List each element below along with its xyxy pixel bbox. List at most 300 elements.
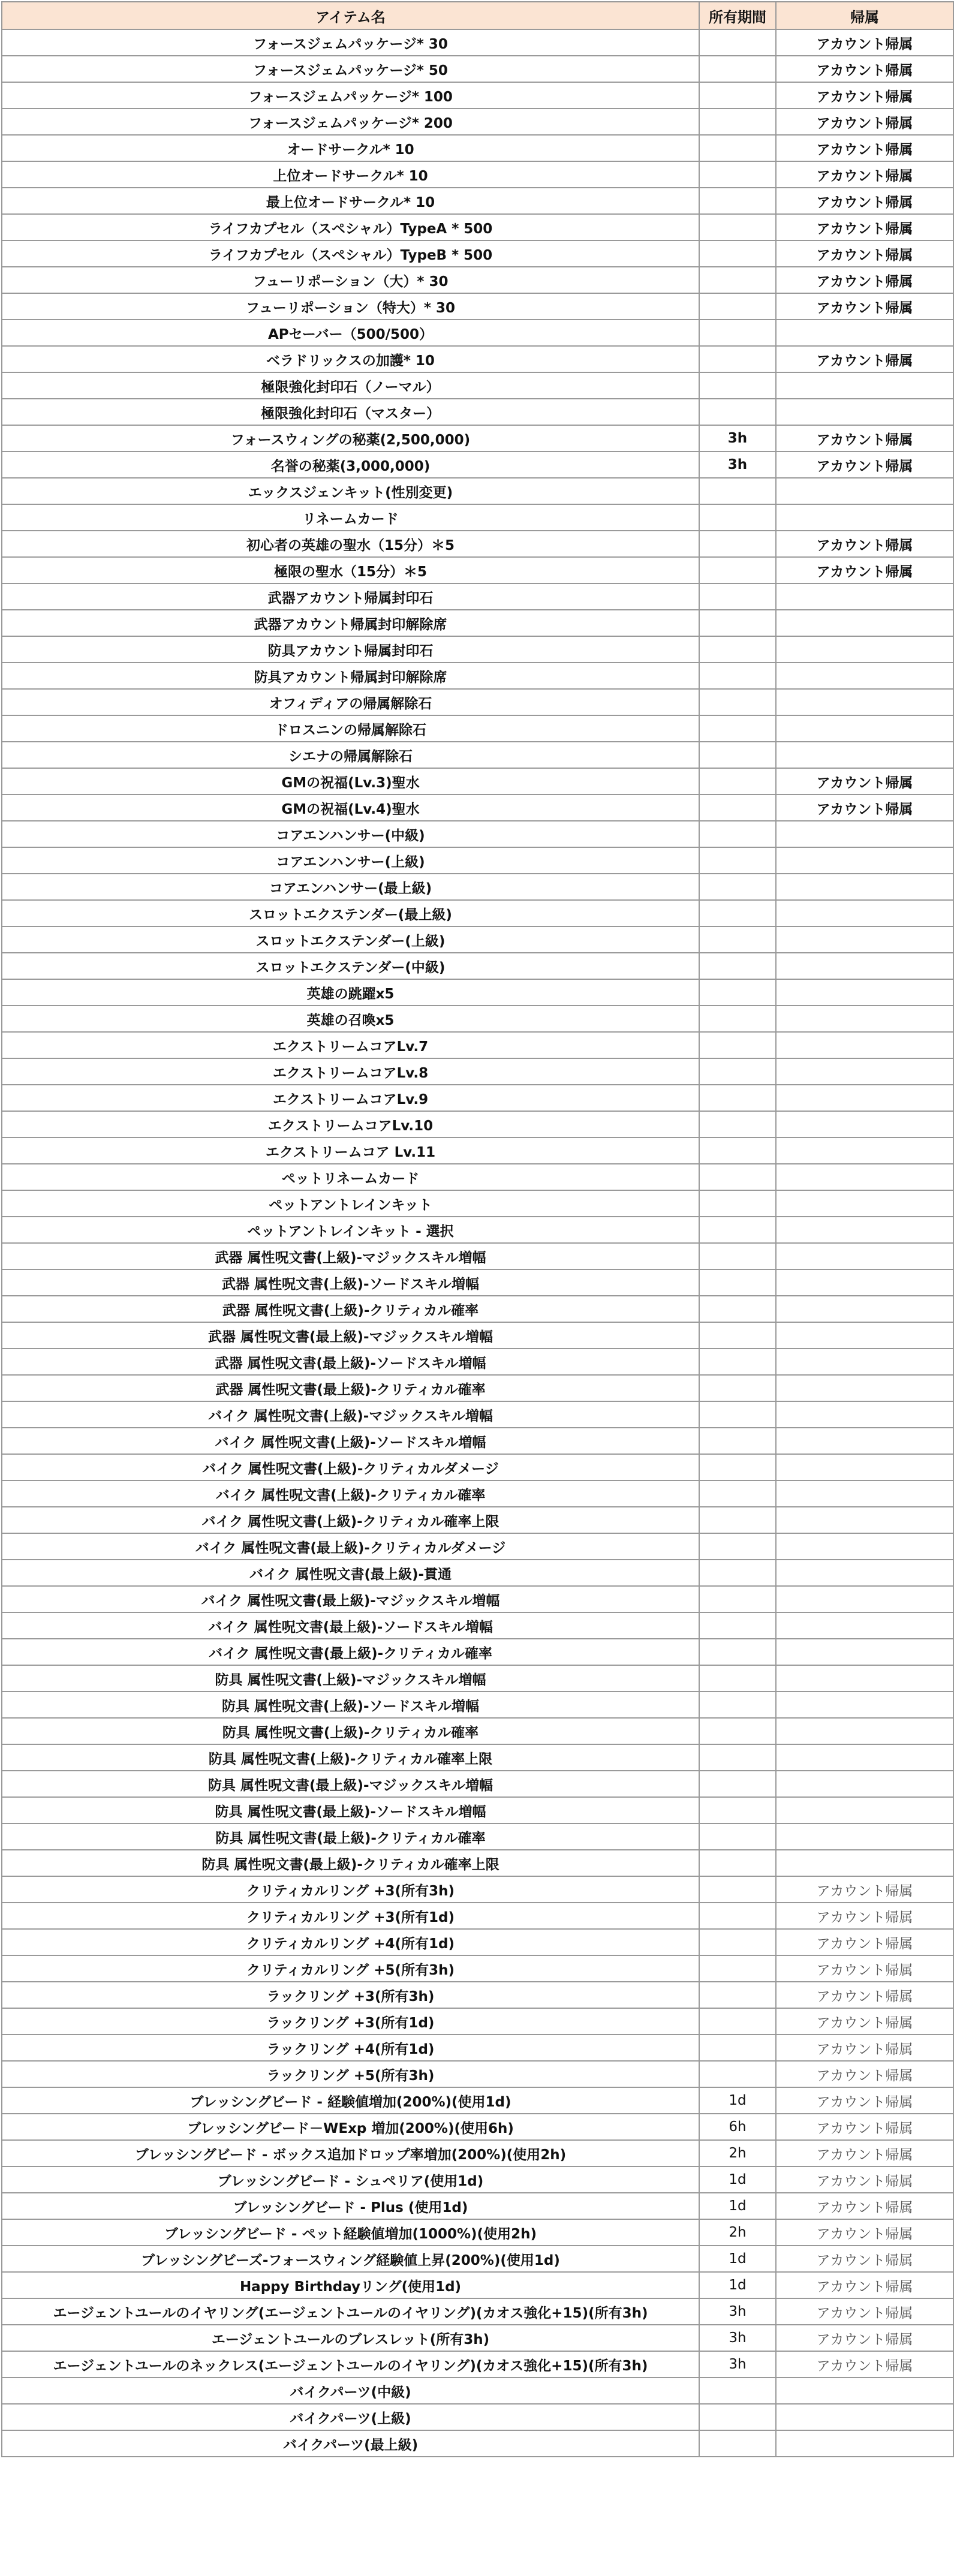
table-row	[2, 2378, 953, 2404]
period-cell	[699, 56, 776, 82]
binding-cell	[776, 1375, 953, 1401]
item-name-cell: オードサークル* 10	[2, 135, 699, 161]
item-name-cell: クリティカルリング +3(所有3h)	[2, 1876, 699, 1903]
period-cell	[699, 2008, 776, 2035]
period-cell	[699, 821, 776, 847]
table-row	[2, 2087, 953, 2114]
period-cell	[699, 900, 776, 926]
binding-cell: アカウント帰属	[776, 2140, 953, 2166]
item-name-cell: 武器 属性呪文書(最上級)-ソードスキル増幅	[2, 1349, 699, 1375]
table-row	[2, 1876, 953, 1903]
table-row	[2, 399, 953, 425]
period-cell	[699, 768, 776, 795]
item-name-cell: バイク 属性呪文書(最上級)-ソードスキル増幅	[2, 1612, 699, 1639]
period-cell	[699, 320, 776, 346]
binding-cell	[776, 1111, 953, 1137]
table-row	[2, 795, 953, 821]
item-table	[1, 1, 954, 2457]
period-cell	[699, 2404, 776, 2430]
item-name-cell: 極限強化封印石（マスター）	[2, 399, 699, 425]
table-row	[2, 1058, 953, 1085]
binding-cell	[776, 900, 953, 926]
item-name-cell: ブレッシングビード - Plus (使用1d)	[2, 2193, 699, 2219]
item-name-cell: バイクパーツ(上級)	[2, 2404, 699, 2430]
item-name-cell: バイク 属性呪文書(上級)-マジックスキル増幅	[2, 1401, 699, 1428]
table-row	[2, 689, 953, 715]
period-cell	[699, 1164, 776, 1190]
period-cell: 6h	[699, 2114, 776, 2140]
table-row	[2, 2246, 953, 2272]
table-row	[2, 2114, 953, 2140]
period-cell	[699, 1533, 776, 1560]
period-cell	[699, 109, 776, 135]
item-name-cell: 防具 属性呪文書(最上級)-ソードスキル増幅	[2, 1797, 699, 1823]
table-row	[2, 1955, 953, 1982]
item-name-cell: クリティカルリング +5(所有3h)	[2, 1955, 699, 1982]
binding-cell: アカウント帰属	[776, 1982, 953, 2008]
item-name-cell: GMの祝福(Lv.4)聖水	[2, 795, 699, 821]
binding-cell	[776, 2404, 953, 2430]
table-row	[2, 2035, 953, 2061]
item-name-cell: エージェントユールのネックレス(エージェントユールのイヤリング)(カオス強化+15)(所有3h)	[2, 2351, 699, 2378]
period-cell: 1d	[699, 2246, 776, 2272]
binding-cell	[776, 1428, 953, 1454]
binding-cell	[776, 847, 953, 874]
item-name-cell: 極限の聖水（15分）＊5	[2, 557, 699, 583]
item-name-cell: ペットアントレインキット - 選択	[2, 1217, 699, 1243]
item-name-cell: GMの祝福(Lv.3)聖水	[2, 768, 699, 795]
binding-cell	[776, 1164, 953, 1190]
table-row	[2, 82, 953, 109]
table-row	[2, 1533, 953, 1560]
period-cell	[699, 926, 776, 953]
period-cell: 2h	[699, 2140, 776, 2166]
item-name-cell: ペットアントレインキット	[2, 1190, 699, 1217]
period-cell	[699, 372, 776, 399]
table-row	[2, 1692, 953, 1718]
table-header-row	[2, 2, 953, 29]
item-name-cell: バイク 属性呪文書(最上級)-クリティカルダメージ	[2, 1533, 699, 1560]
period-cell	[699, 346, 776, 372]
table-row	[2, 452, 953, 478]
item-name-cell: ブレッシングビード - シュペリア(使用1d)	[2, 2166, 699, 2193]
item-name-cell: エージェントユールのブレスレット(所有3h)	[2, 2325, 699, 2351]
period-cell	[699, 214, 776, 240]
item-name-cell: 防具 属性呪文書(上級)-クリティカル確率	[2, 1718, 699, 1744]
table-row	[2, 1850, 953, 1876]
period-cell	[699, 874, 776, 900]
binding-cell: アカウント帰属	[776, 2193, 953, 2219]
table-row	[2, 161, 953, 188]
table-row	[2, 1665, 953, 1692]
item-name-cell: 武器 属性呪文書(最上級)-マジックスキル増幅	[2, 1322, 699, 1349]
period-cell	[699, 1639, 776, 1665]
period-cell	[699, 715, 776, 742]
item-name-cell: 防具 属性呪文書(上級)-マジックスキル増幅	[2, 1665, 699, 1692]
period-cell	[699, 1375, 776, 1401]
period-cell: 3h	[699, 2325, 776, 2351]
binding-cell	[776, 1850, 953, 1876]
table-row	[2, 1032, 953, 1058]
period-cell	[699, 293, 776, 320]
table-row	[2, 2193, 953, 2219]
period-cell	[699, 1058, 776, 1085]
item-name-cell: 防具 属性呪文書(上級)-クリティカル確率上限	[2, 1744, 699, 1771]
item-name-cell: 武器アカウント帰属封印解除席	[2, 610, 699, 636]
item-name-cell: バイク 属性呪文書(上級)-クリティカル確率	[2, 1480, 699, 1507]
table-row	[2, 953, 953, 979]
binding-cell: アカウント帰属	[776, 214, 953, 240]
item-name-cell: ライフカプセル（スペシャル）TypeA * 500	[2, 214, 699, 240]
period-cell	[699, 1137, 776, 1164]
binding-cell	[776, 1032, 953, 1058]
table-row	[2, 768, 953, 795]
item-name-cell: 武器 属性呪文書(上級)-マジックスキル増幅	[2, 1243, 699, 1269]
item-name-cell: ラックリング +3(所有1d)	[2, 2008, 699, 2035]
item-name-cell: フォースジェムパッケージ* 50	[2, 56, 699, 82]
binding-cell: アカウント帰属	[776, 240, 953, 267]
table-row	[2, 240, 953, 267]
item-name-cell: コアエンハンサー(最上級)	[2, 874, 699, 900]
binding-cell	[776, 2378, 953, 2404]
item-name-cell: エクストリームコアLv.9	[2, 1085, 699, 1111]
table-row	[2, 636, 953, 663]
binding-cell	[776, 320, 953, 346]
item-name-cell: スロットエクステンダー(上級)	[2, 926, 699, 953]
item-name-cell: 防具アカウント帰属封印石	[2, 636, 699, 663]
period-cell	[699, 135, 776, 161]
item-name-cell: 名誉の秘薬(3,000,000)	[2, 452, 699, 478]
binding-cell: アカウント帰属	[776, 2298, 953, 2325]
table-row	[2, 2404, 953, 2430]
period-cell	[699, 240, 776, 267]
binding-cell: アカウント帰属	[776, 1929, 953, 1955]
table-row	[2, 1823, 953, 1850]
binding-cell	[776, 1533, 953, 1560]
period-cell: 1d	[699, 2087, 776, 2114]
table-row	[2, 1296, 953, 1322]
item-name-cell: 上位オードサークル* 10	[2, 161, 699, 188]
binding-cell	[776, 1217, 953, 1243]
binding-cell: アカウント帰属	[776, 2246, 953, 2272]
item-name-cell: クリティカルリング +4(所有1d)	[2, 1929, 699, 1955]
table-row	[2, 2351, 953, 2378]
binding-cell	[776, 1296, 953, 1322]
table-row	[2, 1929, 953, 1955]
item-name-cell: シエナの帰属解除石	[2, 742, 699, 768]
table-row	[2, 742, 953, 768]
binding-cell	[776, 1718, 953, 1744]
table-row	[2, 504, 953, 531]
binding-cell	[776, 979, 953, 1006]
table-row	[2, 1164, 953, 1190]
binding-cell: アカウント帰属	[776, 795, 953, 821]
table-row	[2, 1217, 953, 1243]
table-row	[2, 1507, 953, 1533]
table-row	[2, 267, 953, 293]
item-name-cell: バイク 属性呪文書(上級)-クリティカル確率上限	[2, 1507, 699, 1533]
binding-cell: アカウント帰属	[776, 2087, 953, 2114]
binding-cell: アカウント帰属	[776, 267, 953, 293]
item-name-cell: 武器 属性呪文書(上級)-ソードスキル増幅	[2, 1269, 699, 1296]
table-row	[2, 1243, 953, 1269]
table-row	[2, 109, 953, 135]
binding-cell: アカウント帰属	[776, 2166, 953, 2193]
table-body	[2, 29, 953, 2457]
period-cell: 1d	[699, 2272, 776, 2298]
binding-cell: アカウント帰属	[776, 452, 953, 478]
table-row	[2, 425, 953, 452]
binding-cell	[776, 1586, 953, 1612]
item-name-cell: スロットエクステンダー(最上級)	[2, 900, 699, 926]
period-cell: 1d	[699, 2166, 776, 2193]
item-name-cell: ブレッシングビード－WExp 増加(200%)(使用6h)	[2, 2114, 699, 2140]
item-name-cell: Happy Birthdayリング(使用1d)	[2, 2272, 699, 2298]
period-cell: 1d	[699, 2193, 776, 2219]
period-cell	[699, 1085, 776, 1111]
table-row	[2, 2298, 953, 2325]
table-row	[2, 821, 953, 847]
table-row	[2, 1349, 953, 1375]
period-cell: 3h	[699, 2298, 776, 2325]
table-row	[2, 1639, 953, 1665]
binding-cell	[776, 1349, 953, 1375]
table-row	[2, 2140, 953, 2166]
item-name-cell: ラックリング +3(所有3h)	[2, 1982, 699, 2008]
item-name-cell: ペットリネームカード	[2, 1164, 699, 1190]
binding-cell: アカウント帰属	[776, 29, 953, 56]
item-name-cell: フォースジェムパッケージ* 200	[2, 109, 699, 135]
table-row	[2, 610, 953, 636]
item-name-cell: 防具 属性呪文書(最上級)-クリティカル確率	[2, 1823, 699, 1850]
item-name-cell: バイク 属性呪文書(最上級)-クリティカル確率	[2, 1639, 699, 1665]
table-row	[2, 847, 953, 874]
period-cell	[699, 1823, 776, 1850]
period-cell	[699, 1718, 776, 1744]
table-row	[2, 56, 953, 82]
binding-cell: アカウント帰属	[776, 531, 953, 557]
item-name-cell: ラックリング +5(所有3h)	[2, 2061, 699, 2087]
binding-cell	[776, 1401, 953, 1428]
binding-cell	[776, 1269, 953, 1296]
table-row	[2, 1771, 953, 1797]
table-row	[2, 2430, 953, 2457]
period-cell	[699, 1032, 776, 1058]
period-cell	[699, 1480, 776, 1507]
table-row	[2, 372, 953, 399]
item-name-cell: エクストリームコアLv.7	[2, 1032, 699, 1058]
table-row	[2, 1797, 953, 1823]
binding-cell	[776, 372, 953, 399]
item-name-cell: 極限強化封印石（ノーマル）	[2, 372, 699, 399]
table-row	[2, 1085, 953, 1111]
binding-cell: アカウント帰属	[776, 293, 953, 320]
binding-cell: アカウント帰属	[776, 346, 953, 372]
binding-cell	[776, 1797, 953, 1823]
binding-cell	[776, 1639, 953, 1665]
period-cell	[699, 1982, 776, 2008]
table-row	[2, 478, 953, 504]
period-cell	[699, 1876, 776, 1903]
binding-cell: アカウント帰属	[776, 2272, 953, 2298]
table-row	[2, 214, 953, 240]
binding-cell: アカウント帰属	[776, 2114, 953, 2140]
table-row	[2, 557, 953, 583]
binding-cell	[776, 1322, 953, 1349]
period-cell	[699, 478, 776, 504]
binding-cell: アカウント帰属	[776, 2325, 953, 2351]
item-name-cell: ベラドリックスの加護* 10	[2, 346, 699, 372]
period-cell	[699, 1243, 776, 1269]
table-row	[2, 1190, 953, 1217]
item-name-cell: ブレッシングビード - ペット経験値増加(1000%)(使用2h)	[2, 2219, 699, 2246]
binding-cell	[776, 715, 953, 742]
table-row	[2, 979, 953, 1006]
period-cell	[699, 1560, 776, 1586]
period-cell: 3h	[699, 2351, 776, 2378]
item-name-cell: フォースジェムパッケージ* 30	[2, 29, 699, 56]
period-cell	[699, 531, 776, 557]
binding-cell	[776, 663, 953, 689]
item-name-cell: バイク 属性呪文書(上級)-ソードスキル増幅	[2, 1428, 699, 1454]
period-cell: 3h	[699, 452, 776, 478]
item-name-cell: エックスジェンキット(性別変更)	[2, 478, 699, 504]
binding-cell: アカウント帰属	[776, 425, 953, 452]
period-cell	[699, 1454, 776, 1480]
binding-cell	[776, 1744, 953, 1771]
item-name-cell: バイクパーツ(中級)	[2, 2378, 699, 2404]
table-row	[2, 1322, 953, 1349]
table-row	[2, 1428, 953, 1454]
period-cell	[699, 610, 776, 636]
binding-cell	[776, 1665, 953, 1692]
item-name-cell: リネームカード	[2, 504, 699, 531]
binding-cell	[776, 1507, 953, 1533]
item-name-cell: 最上位オードサークル* 10	[2, 188, 699, 214]
period-cell	[699, 504, 776, 531]
table-row	[2, 1612, 953, 1639]
table-row	[2, 320, 953, 346]
period-cell	[699, 29, 776, 56]
binding-cell	[776, 1612, 953, 1639]
period-cell: 3h	[699, 425, 776, 452]
binding-cell: アカウント帰属	[776, 1903, 953, 1929]
table-row	[2, 1480, 953, 1507]
table-row	[2, 2325, 953, 2351]
binding-cell	[776, 1823, 953, 1850]
binding-cell	[776, 1480, 953, 1507]
item-name-cell: エージェントユールのイヤリング(エージェントユールのイヤリング)(カオス強化+15)(所有3h)	[2, 2298, 699, 2325]
binding-cell	[776, 610, 953, 636]
table-row	[2, 1269, 953, 1296]
table-row	[2, 1454, 953, 1480]
binding-cell: アカウント帰属	[776, 1955, 953, 1982]
table-row	[2, 1006, 953, 1032]
item-name-cell: 防具 属性呪文書(最上級)-マジックスキル増幅	[2, 1771, 699, 1797]
item-name-cell: APセーバー（500/500）	[2, 320, 699, 346]
item-name-cell: エクストリームコア Lv.11	[2, 1137, 699, 1164]
binding-cell	[776, 689, 953, 715]
binding-cell	[776, 1137, 953, 1164]
table-row	[2, 1718, 953, 1744]
table-row	[2, 2008, 953, 2035]
table-row	[2, 1375, 953, 1401]
item-name-cell: 防具アカウント帰属封印解除席	[2, 663, 699, 689]
item-name-cell: ラックリング +4(所有1d)	[2, 2035, 699, 2061]
period-cell	[699, 2035, 776, 2061]
table-row	[2, 2061, 953, 2087]
binding-cell	[776, 504, 953, 531]
period-cell	[699, 1744, 776, 1771]
binding-cell	[776, 1692, 953, 1718]
item-name-cell: フォースジェムパッケージ* 100	[2, 82, 699, 109]
period-cell	[699, 188, 776, 214]
item-name-cell: フォースウィングの秘薬(2,500,000)	[2, 425, 699, 452]
binding-cell	[776, 399, 953, 425]
table-row	[2, 1111, 953, 1137]
period-cell	[699, 1507, 776, 1533]
period-cell: 2h	[699, 2219, 776, 2246]
table-row	[2, 926, 953, 953]
period-cell	[699, 1349, 776, 1375]
binding-cell	[776, 926, 953, 953]
table-row	[2, 188, 953, 214]
period-cell	[699, 1929, 776, 1955]
item-name-cell: 英雄の跳躍x5	[2, 979, 699, 1006]
period-cell	[699, 1955, 776, 1982]
item-name-cell: ブレッシングビード - 経験値増加(200%)(使用1d)	[2, 2087, 699, 2114]
period-cell	[699, 1428, 776, 1454]
item-name-cell: エクストリームコアLv.8	[2, 1058, 699, 1085]
item-name-cell: フューリポーション（特大）* 30	[2, 293, 699, 320]
binding-cell	[776, 742, 953, 768]
item-name-cell: バイクパーツ(最上級)	[2, 2430, 699, 2457]
table-row	[2, 1560, 953, 1586]
period-cell	[699, 1190, 776, 1217]
period-cell	[699, 583, 776, 610]
item-name-cell: エクストリームコアLv.10	[2, 1111, 699, 1137]
binding-cell	[776, 1771, 953, 1797]
item-name-cell: 英雄の召喚x5	[2, 1006, 699, 1032]
binding-cell: アカウント帰属	[776, 2035, 953, 2061]
item-name-cell: バイク 属性呪文書(最上級)-マジックスキル増幅	[2, 1586, 699, 1612]
period-cell	[699, 742, 776, 768]
table-row	[2, 1586, 953, 1612]
table-row	[2, 346, 953, 372]
table-row	[2, 2166, 953, 2193]
binding-cell: アカウント帰属	[776, 2061, 953, 2087]
table-row	[2, 135, 953, 161]
item-name-cell: 武器アカウント帰属封印石	[2, 583, 699, 610]
binding-cell	[776, 1085, 953, 1111]
period-cell	[699, 689, 776, 715]
period-cell	[699, 979, 776, 1006]
period-cell	[699, 399, 776, 425]
item-name-cell: クリティカルリング +3(所有1d)	[2, 1903, 699, 1929]
item-name-cell: スロットエクステンダー(中級)	[2, 953, 699, 979]
header-period: 所有期間	[699, 2, 776, 29]
item-name-cell: 防具 属性呪文書(上級)-ソードスキル増幅	[2, 1692, 699, 1718]
period-cell	[699, 161, 776, 188]
binding-cell	[776, 2430, 953, 2457]
period-cell	[699, 663, 776, 689]
item-name-cell: ドロスニンの帰属解除石	[2, 715, 699, 742]
period-cell	[699, 267, 776, 293]
binding-cell: アカウント帰属	[776, 768, 953, 795]
binding-cell: アカウント帰属	[776, 2008, 953, 2035]
header-item-name: アイテム名	[2, 2, 699, 29]
table-row	[2, 531, 953, 557]
